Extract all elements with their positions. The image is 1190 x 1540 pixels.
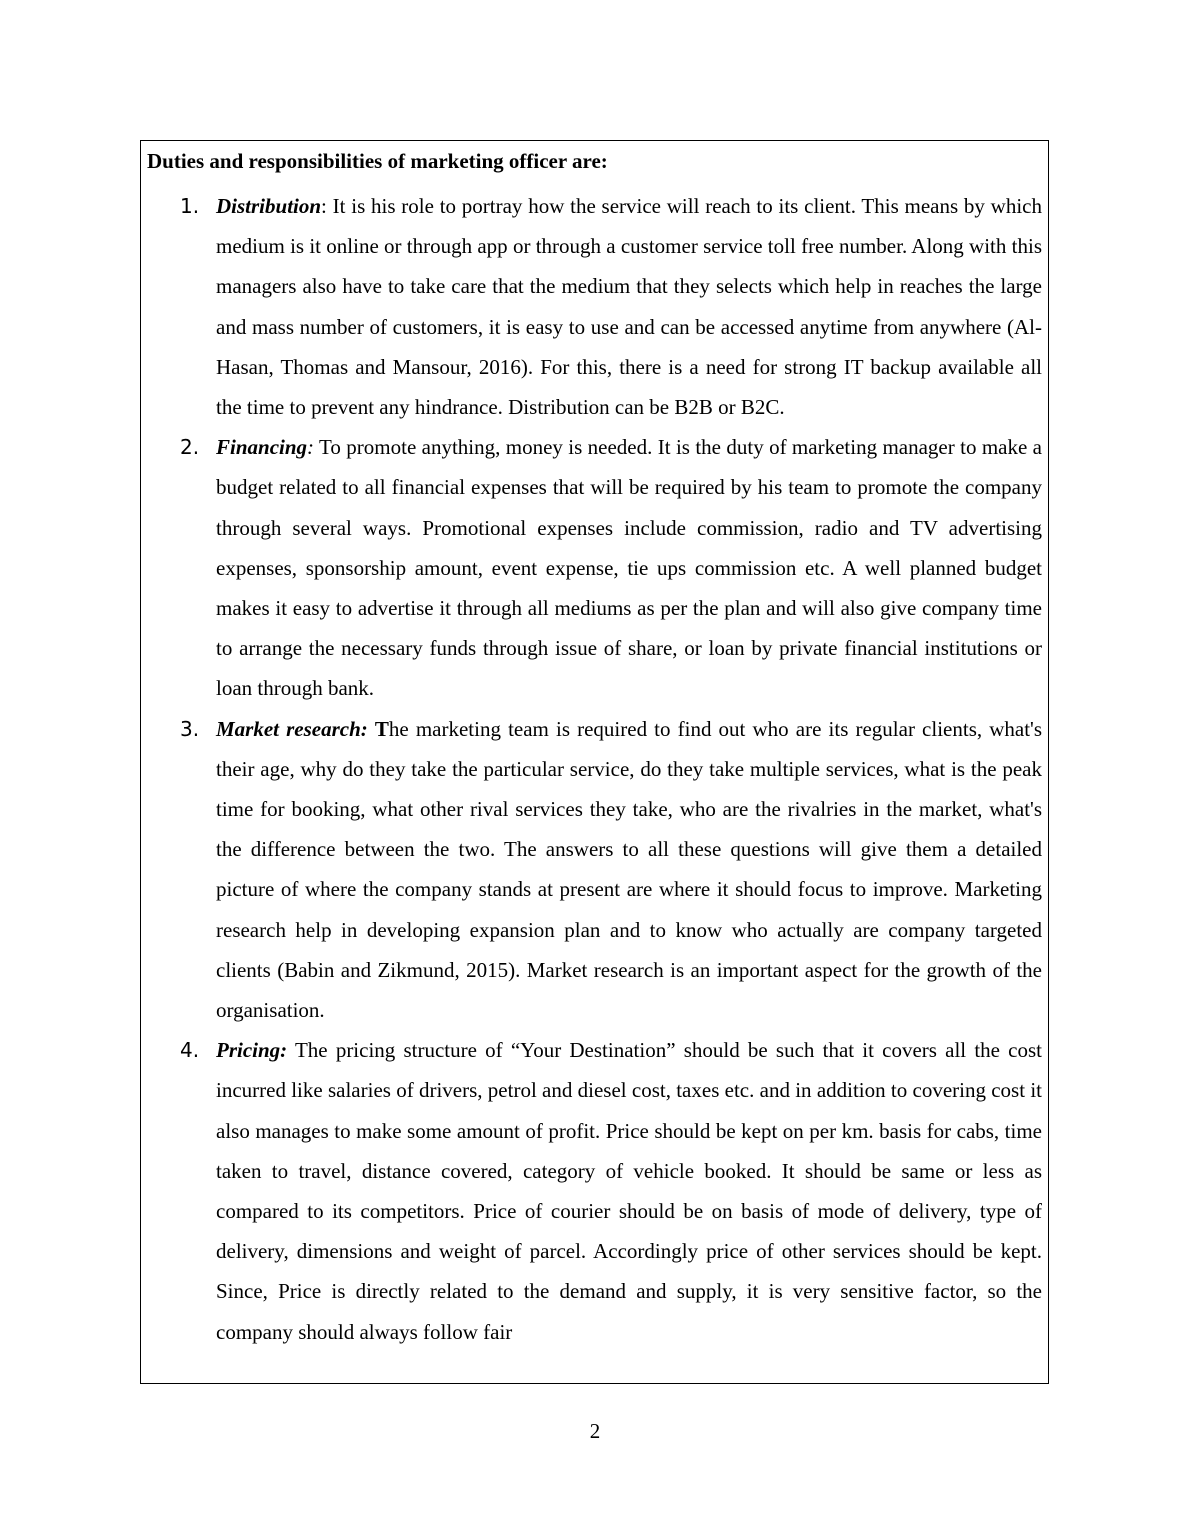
content-frame: [140, 140, 1049, 1384]
list-number: 3.: [180, 716, 200, 741]
term-label: Pricing:: [216, 1038, 288, 1063]
item-text: It is his role to portray how the service will reach to its client. This means by which medium is it online or through app or through a customer service toll free number. Along with this managers also have to take care that the medium that they selects which help in reaches the large and mass number of customers, it is easy to use and can be accessed anytime from anywhere (Al-Hasan, Thomas and Mansour, 2016). For this, there is a need for strong IT backup available all the time to prevent any hindrance. Distribution can be B2B or B2C.: [216, 194, 1042, 420]
term-separator: :: [307, 435, 315, 460]
list-number: 4.: [180, 1038, 200, 1063]
item-text: he marketing team is required to find out who are its regular clients, what's their age, why do they take the particular service, do they take multiple services, what is the peak time for booking, what other rival services they take, who are the rivalries in the market, what's the difference between the two. The answers to all these questions will give them a detailed picture of where the company stands at present are where it should focus to improve. Marketing research help in developing expansion plan and to know who actually are company targeted clients (Babin and Zikmund, 2015). Market research is an important aspect for the growth of the organisation.: [216, 716, 1042, 1023]
term-label: Market research:: [216, 716, 368, 741]
term-separator: :: [321, 194, 327, 218]
list-item-pricing: [141, 1030, 1048, 1352]
list-number: 1.: [180, 194, 200, 218]
term-label: Financing: [216, 435, 308, 460]
item-text: The pricing structure of “Your Destination” should be such that it covers all the cost incurred like salaries of drivers, petrol and diesel cost, taxes etc. and in addition to covering cost it also manages to make some amount of profit. Price should be kept on per km. basis for cabs, time taken to travel, distance covered, category of vehicle booked. It should be same or less as compared to its competitors. Price of courier should be on basis of mode of delivery, type of delivery, dimensions and weight of parcel. Accordingly price of other services should be kept. Since, Price is directly related to the demand and supply, it is very sensitive factor, so the company should always follow fair: [216, 1038, 1042, 1344]
section-heading: Duties and responsibilities of marketing officer are:: [147, 149, 608, 173]
bold-first-letter: T: [374, 716, 389, 741]
list-item-market-research: [141, 709, 1048, 1031]
page-number: 2: [589, 1419, 601, 1443]
list-number: 2.: [180, 435, 200, 460]
duties-list: [141, 186, 1048, 1352]
list-item-financing: [141, 427, 1048, 708]
list-item-distribution: [141, 186, 1048, 427]
item-text: To promote anything, money is needed. It is the duty of marketing manager to make a budget related to all financial expenses that will be required by his team to promote the company through several ways. Promotional expenses include commission, radio and TV advertising expenses, sponsorship amount, event expense, tie ups commission etc. A well planned budget makes it easy to advertise it through all mediums as per the plan and will also give company time to arrange the necessary funds through issue of share, or loan by private financial institutions or loan through bank.: [216, 435, 1042, 701]
term-label: Distribution: [216, 194, 322, 218]
